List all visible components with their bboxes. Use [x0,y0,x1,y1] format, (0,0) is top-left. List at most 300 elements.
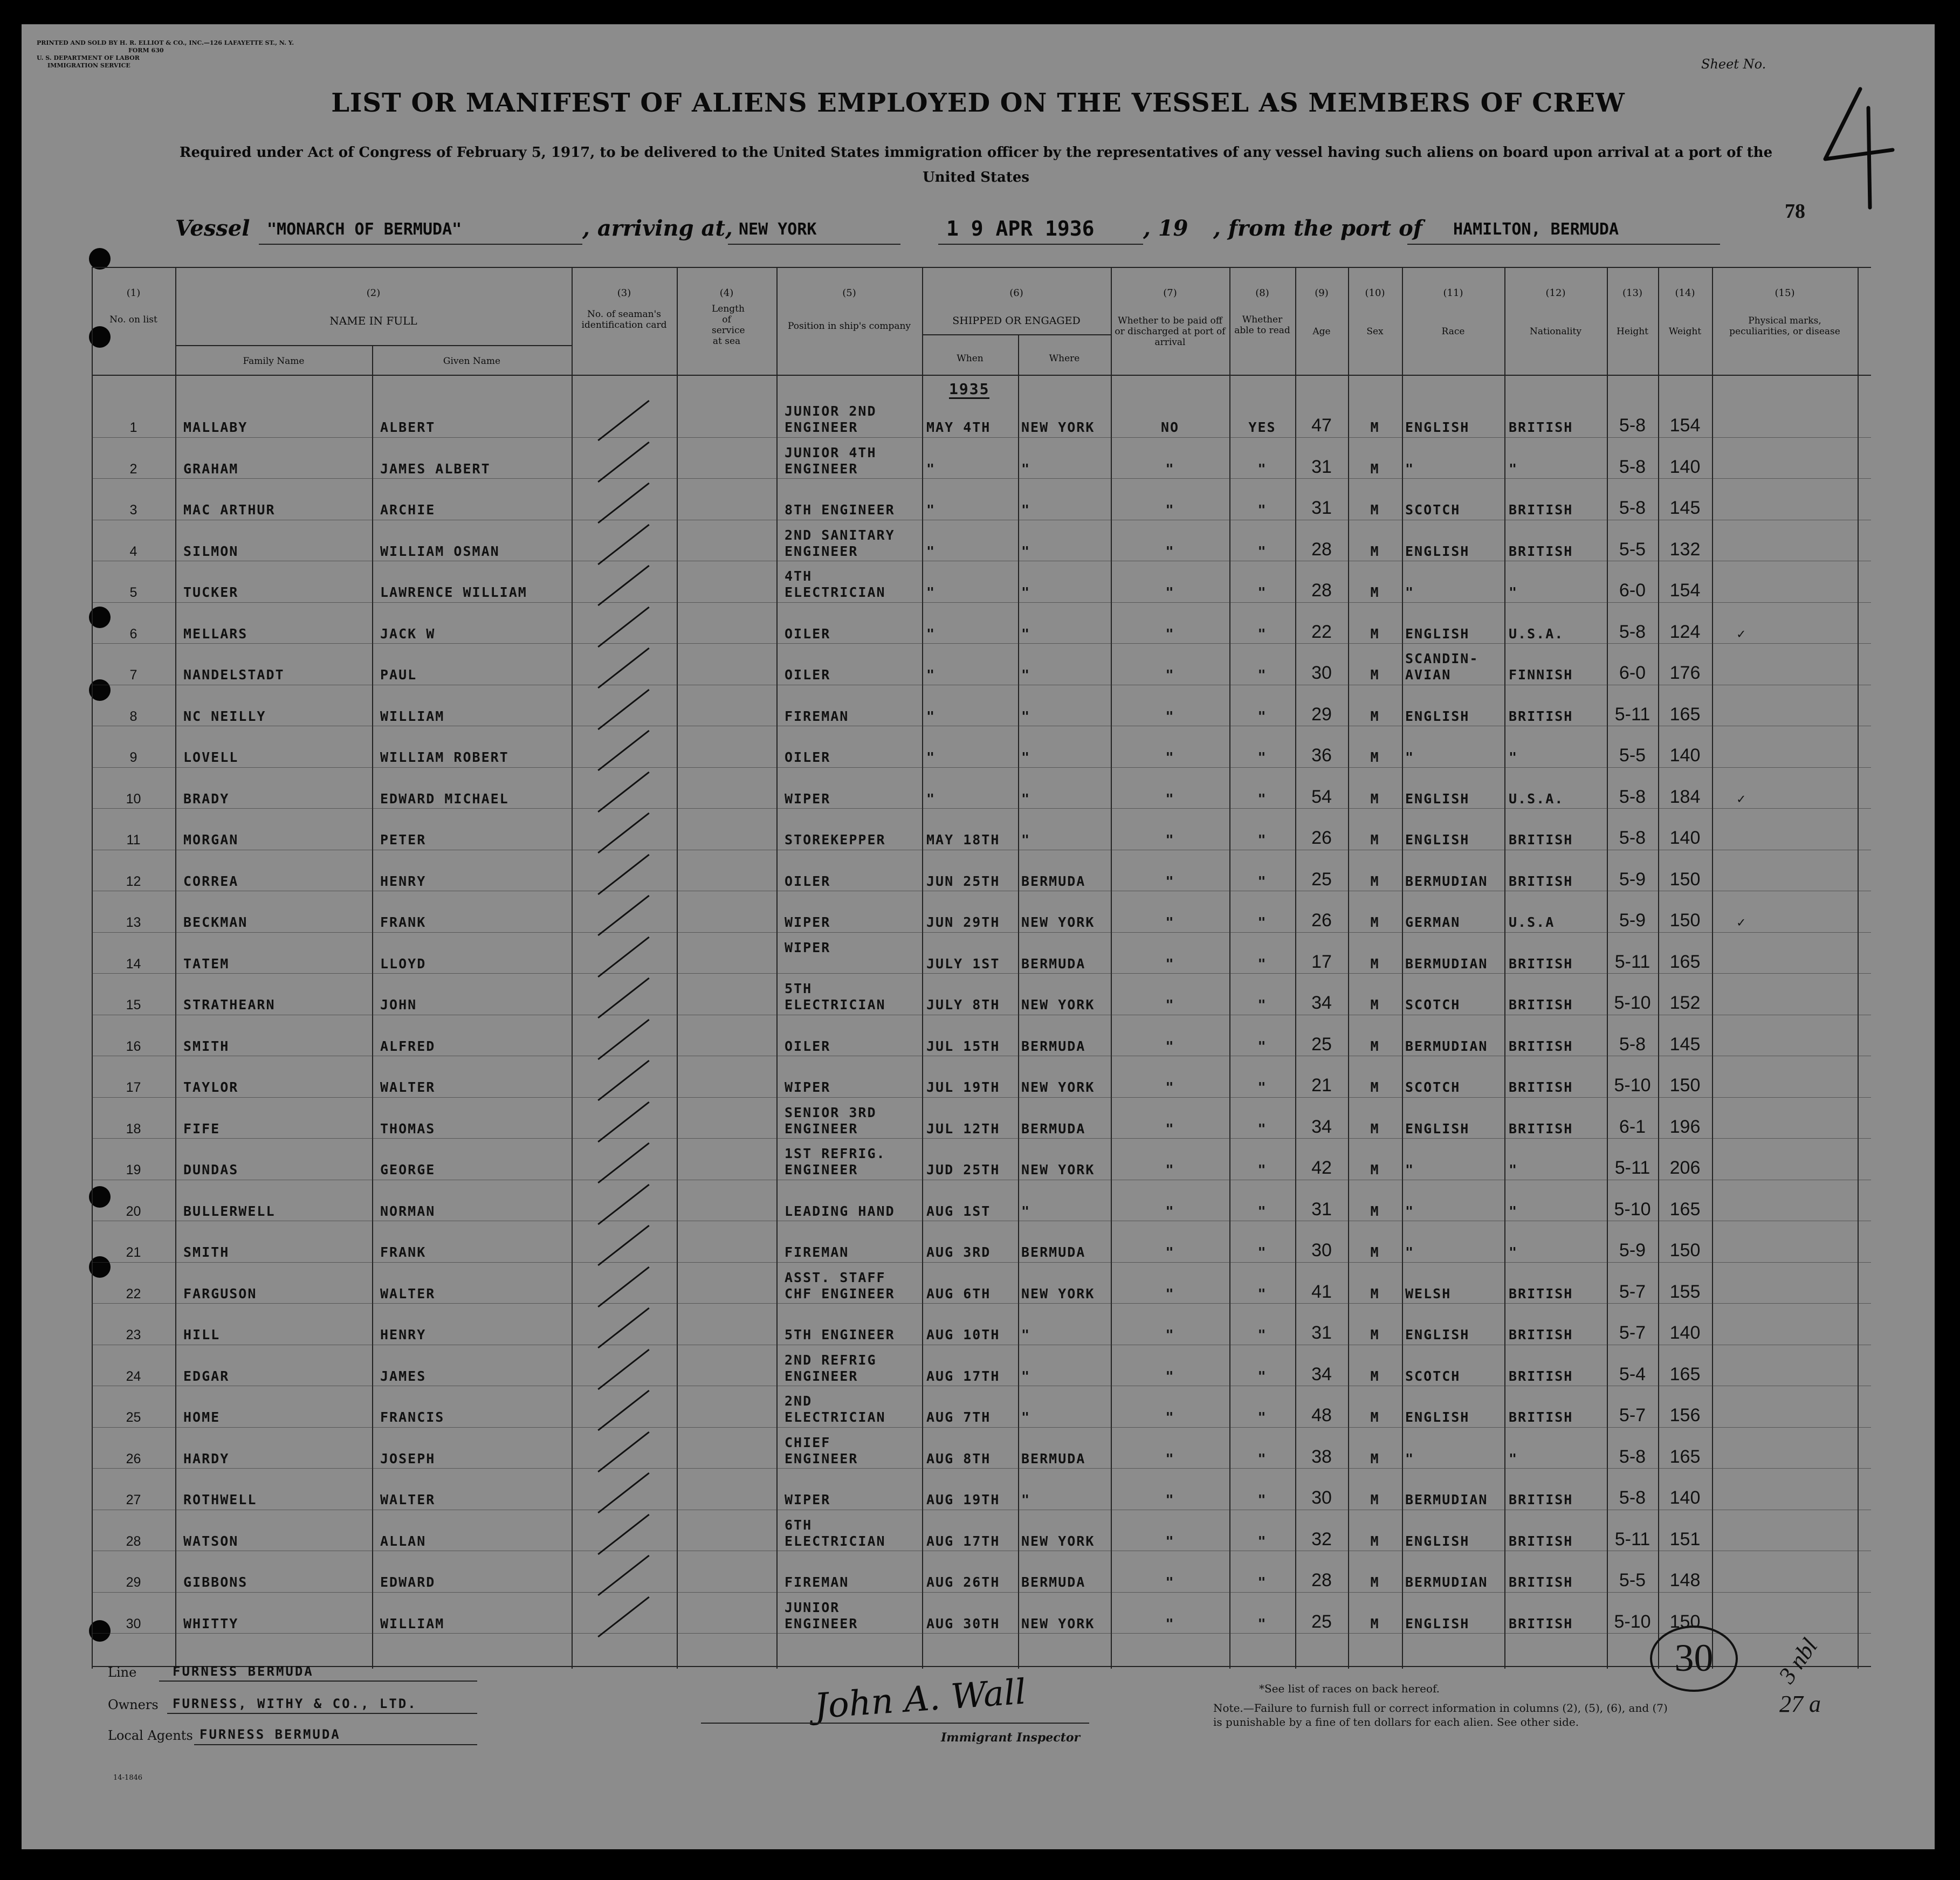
cell-weight: 196 [1669,1116,1701,1137]
cell-sex: M [1370,1327,1380,1342]
cell-race: ENGLISH [1405,708,1470,724]
cell-where: NEW YORK [1021,914,1095,930]
cell-family: BULLERWELL [183,1203,276,1219]
cell-nat: BRITISH [1509,1327,1573,1342]
arriving-port: NEW YORK [739,220,817,239]
cell-race: ENGLISH [1405,419,1470,435]
cell-sex: M [1370,584,1380,600]
cell-given: JOSEPH [380,1450,436,1466]
service-name: IMMIGRATION SERVICE [47,62,130,69]
cell-race: " [1405,1162,1415,1177]
cell-age: 31 [1311,1323,1332,1343]
cell-family: NANDELSTADT [183,667,285,683]
cell-where: " [1021,708,1031,724]
col-12-header: Nationality [1530,326,1581,337]
year-note: 1935 [949,380,990,398]
cell-weight: 148 [1669,1570,1701,1590]
cell-n: 20 [126,1203,141,1219]
col-2-header: NAME IN FULL [329,314,417,327]
cell-n: 10 [126,791,141,807]
cell-where: NEW YORK [1021,1162,1095,1177]
cell-position-line1: 5TH [785,981,813,996]
row-divider [92,1262,1871,1263]
cell-sex: M [1370,667,1380,683]
cell-age: 26 [1311,828,1332,848]
cell-given: FRANK [380,1244,427,1260]
cell-position-line1: 2ND REFRIG [785,1352,877,1368]
cell-sex: M [1370,1038,1380,1054]
cell-family: FARGUSON [183,1285,257,1301]
cell-age: 28 [1311,539,1332,560]
cell-weight: 150 [1669,1075,1701,1096]
cell-marks: ✓ [1737,914,1746,930]
cell-weight: 150 [1669,910,1701,931]
cell-weight: 140 [1669,1323,1701,1343]
cell-age: 22 [1311,621,1332,642]
cell-position-line2: CHF ENGINEER [785,1285,895,1301]
table-top-border [92,267,1871,268]
cell-paid: " [1165,543,1175,559]
cell-paid: " [1165,1492,1175,1507]
cell-given: THOMAS [380,1120,436,1137]
cell-position-line1: JUNIOR 4TH [785,444,877,460]
cell-family: SMITH [183,1038,230,1054]
cell-sex: M [1370,832,1380,848]
cell-n: 11 [126,832,141,848]
cell-race: " [1405,460,1415,477]
cell-when: " [926,708,936,724]
cell-sex: M [1370,1450,1380,1466]
cell-age: 30 [1311,1488,1332,1508]
cell-read: " [1257,1492,1267,1507]
cell-position-line1: CHIEF [785,1434,831,1450]
cell-position-line2: WIPER [785,914,831,930]
cell-weight: 124 [1669,621,1701,642]
cell-where: " [1021,790,1031,807]
cell-given: PETER [380,832,427,848]
cell-race: SCOTCH [1405,502,1461,518]
id-card-checkmark [597,1142,649,1183]
cell-sex: M [1370,1120,1380,1137]
cell-family: LOVELL [183,749,239,765]
cell-where: NEW YORK [1021,1615,1095,1631]
cell-nat: BRITISH [1509,873,1573,889]
col-13-number: (13) [1622,287,1642,299]
cell-when: JUL 15TH [926,1038,1000,1054]
cell-where: " [1021,584,1031,600]
cell-height: 5-8 [1619,1034,1646,1055]
cell-when: JUN 29TH [926,914,1000,930]
cell-sex: M [1370,1079,1380,1095]
cell-race: BERMUDIAN [1405,955,1488,972]
cell-position-line2: 5TH ENGINEER [785,1327,895,1342]
cell-position-line2: FIREMAN [785,1244,849,1260]
cell-nat: BRITISH [1509,997,1573,1013]
cell-where: " [1021,667,1031,683]
col-4-header: Length of service at sea [712,304,745,347]
id-card-checkmark [597,771,649,812]
cell-given: HENRY [380,873,427,889]
margin-note-1: 3 nbl [1773,1633,1823,1689]
cell-race: ENGLISH [1405,1327,1470,1342]
col-10-header: Sex [1366,326,1384,337]
cell-sex: M [1370,708,1380,724]
cell-sex: M [1370,1574,1380,1590]
cell-height: 5-8 [1619,828,1646,848]
cell-n: 1 [129,420,137,435]
col-15-header: Physical marks, peculiarities, or disease [1729,315,1840,337]
cell-position-line2: ELECTRICIAN [785,1409,886,1425]
id-card-checkmark [597,441,649,482]
col-border [677,267,678,1669]
cell-weight: 145 [1669,1034,1701,1055]
cell-read: " [1257,708,1267,724]
cell-position-line2: ENGINEER [785,543,858,559]
cell-height: 5-10 [1614,1075,1651,1096]
cell-given: WILLIAM OSMAN [380,543,500,559]
cell-position-line1: 4TH [785,568,813,584]
cell-nat: " [1509,1244,1518,1260]
cell-weight: 154 [1669,580,1701,601]
row-divider [92,1097,1871,1098]
cell-n: 16 [126,1038,141,1054]
cell-family: NC NEILLY [183,708,266,724]
cell-weight: 156 [1669,1405,1701,1426]
cell-paid: " [1165,1203,1175,1219]
cell-read: " [1257,502,1267,518]
id-card-checkmark [597,606,649,647]
id-card-checkmark [597,1307,649,1348]
cell-when: AUG 17TH [926,1368,1000,1384]
cell-paid: " [1165,1327,1175,1342]
cell-family: HOME [183,1409,221,1425]
cell-position-line2: WIPER [785,790,831,807]
cell-read: " [1257,1162,1267,1177]
cell-age: 47 [1311,415,1332,436]
cell-position-line2: FIREMAN [785,1574,849,1590]
cell-read: " [1257,1120,1267,1137]
cell-nat: " [1509,749,1518,765]
sheet-number-label: Sheet No. [1701,57,1766,72]
cell-when: " [926,543,936,559]
cell-age: 34 [1311,993,1332,1013]
cell-when: AUG 17TH [926,1533,1000,1549]
cell-height: 5-8 [1619,786,1646,807]
cell-sex: M [1370,543,1380,559]
cell-family: TATEM [183,955,230,972]
cell-position-line2: ENGINEER [785,1450,858,1466]
cell-paid: " [1165,1574,1175,1590]
cell-race: SCOTCH [1405,997,1461,1013]
cell-age: 25 [1311,1611,1332,1632]
cell-height: 5-7 [1619,1405,1646,1426]
cell-where: BERMUDA [1021,1244,1086,1260]
cell-weight: 155 [1669,1281,1701,1302]
cell-when: MAY 18TH [926,832,1000,848]
arrival-date: 1 9 APR 1936 [946,217,1095,240]
header-bottom-border [92,375,1871,376]
col-6-header: SHIPPED OR ENGAGED [952,315,1081,327]
printer-line: PRINTED AND SOLD BY H. R. ELLIOT & CO., INC.—126 LAFAYETTE ST., N. Y. [37,39,294,46]
cell-given: WALTER [380,1079,436,1095]
id-card-checkmark [597,400,649,441]
cell-given: HENRY [380,1327,427,1342]
col-11-number: (11) [1443,287,1463,299]
cell-nat: BRITISH [1509,708,1573,724]
cell-paid: " [1165,1079,1175,1095]
cell-read: " [1257,1244,1267,1260]
cell-age: 32 [1311,1528,1332,1550]
cell-race: ENGLISH [1405,1409,1470,1425]
cell-sex: M [1370,1203,1380,1219]
cell-when: " [926,502,936,518]
id-card-checkmark [597,977,649,1018]
agents-label: Local Agents [108,1728,193,1743]
cell-given: JOHN [380,997,417,1013]
cell-paid: " [1165,1409,1175,1425]
cell-read: " [1257,667,1267,683]
col-9-number: (9) [1315,287,1329,299]
cell-position-line2: FIREMAN [785,708,849,724]
cell-given: FRANK [380,914,427,930]
cell-when: AUG 10TH [926,1327,1000,1342]
inspector-label: Immigrant Inspector [941,1731,1081,1745]
cell-paid: " [1165,1615,1175,1631]
cell-nat: U.S.A. [1509,790,1564,807]
cell-weight: 140 [1669,828,1701,848]
cell-weight: 145 [1669,498,1701,518]
cell-paid: " [1165,502,1175,518]
col-1-header: No. on list [109,314,157,325]
cell-given: JAMES [380,1368,427,1384]
col-3-number: (3) [617,287,631,299]
cell-read: " [1257,1450,1267,1466]
cell-when: JUD 25TH [926,1162,1000,1177]
crew-table [92,267,1871,1669]
cell-sex: M [1370,625,1380,642]
cell-sex: M [1370,749,1380,765]
cell-read: " [1257,1574,1267,1590]
cell-n: 5 [129,585,137,600]
col-6-number: (6) [1009,287,1023,299]
cell-n: 27 [126,1492,141,1507]
row-divider [92,1138,1871,1139]
col-3-header: No. of seaman's identification card [581,309,667,330]
cell-when: MAY 4TH [926,419,991,435]
cell-race: BERMUDIAN [1405,1574,1488,1590]
col-4-number: (4) [719,287,734,299]
id-card-checkmark [597,812,649,853]
id-card-checkmark [597,1018,649,1059]
id-card-checkmark [597,524,649,564]
vessel-underline [259,244,582,245]
cell-height: 5-11 [1614,951,1650,972]
cell-read: " [1257,1615,1267,1631]
cell-position-line2: OILER [785,873,831,889]
cell-height: 5-4 [1619,1363,1646,1385]
cell-where: " [1021,1327,1031,1342]
cell-given: LLOYD [380,955,427,972]
cell-read: " [1257,1533,1267,1549]
cell-race: " [1405,584,1415,600]
cell-where: " [1021,543,1031,559]
cell-sex: M [1370,955,1380,972]
cell-n: 14 [126,956,141,972]
races-note: *See list of races on back hereof. [1259,1682,1440,1695]
cell-where: NEW YORK [1021,1285,1095,1301]
line-underline [159,1681,477,1682]
id-card-checkmark [597,1513,649,1554]
col-12-number: (12) [1545,287,1566,299]
cell-where: " [1021,625,1031,642]
cell-position-line2: OILER [785,625,831,642]
cell-family: STRATHEARN [183,997,276,1013]
cell-race: ENGLISH [1405,832,1470,848]
col-8-number: (8) [1255,287,1269,299]
cell-where: " [1021,1368,1031,1384]
cell-sex: M [1370,1492,1380,1507]
id-card-checkmark [597,1348,649,1389]
cell-position-line2: OILER [785,667,831,683]
cell-race: BERMUDIAN [1405,1038,1488,1054]
cell-weight: 151 [1669,1528,1701,1550]
col-10-number: (10) [1365,287,1385,299]
col-11-header: Race [1441,326,1465,337]
cell-family: HARDY [183,1450,230,1466]
cell-height: 5-9 [1619,1240,1646,1261]
cell-position-line1: SENIOR 3RD [785,1104,877,1120]
cell-position-line2: ELECTRICIAN [785,997,886,1013]
table-bottom-border [92,1666,1871,1667]
cell-where: NEW YORK [1021,1533,1095,1549]
cell-age: 48 [1311,1405,1332,1426]
cell-height: 5-11 [1614,1158,1650,1178]
vessel-line [22,216,1935,253]
cell-race: WELSH [1405,1285,1452,1301]
cell-paid: " [1165,790,1175,807]
cell-position-line2: ENGINEER [785,1120,858,1137]
cell-age: 41 [1311,1281,1332,1302]
shipped-subheader-line [922,334,1111,335]
cell-when: AUG 30TH [926,1615,1000,1631]
id-card-checkmark [597,853,649,894]
id-card-checkmark [597,648,649,688]
cell-family: FIFE [183,1120,221,1137]
col-7-header: Whether to be paid off or discharged at port of arrival [1115,315,1226,348]
cell-race: ENGLISH [1405,1533,1470,1549]
department-name: U. S. DEPARTMENT OF LABOR [37,54,140,61]
family-name-header: Family Name [243,356,305,367]
cell-weight: 176 [1669,663,1701,683]
cell-when: JUN 25TH [926,873,1000,889]
cell-family: TUCKER [183,584,239,600]
cell-weight: 140 [1669,745,1701,766]
cell-when: AUG 3RD [926,1244,991,1260]
cell-paid: " [1165,1285,1175,1301]
row-divider [92,932,1871,933]
cell-age: 25 [1311,1034,1332,1055]
cell-where: " [1021,1492,1031,1507]
col-border [1858,267,1859,1669]
cell-when: AUG 26TH [926,1574,1000,1590]
cell-paid: " [1165,955,1175,972]
cell-n: 22 [126,1286,141,1301]
line-value: FURNESS BERMUDA [173,1664,314,1679]
cell-nat: BRITISH [1509,1533,1573,1549]
cell-where: " [1021,460,1031,477]
cell-race: " [1405,1203,1415,1219]
cell-race: SCANDIN- AVIAN [1405,651,1479,683]
cell-race: ENGLISH [1405,625,1470,642]
cell-nat: " [1509,1162,1518,1177]
col-7-number: (7) [1163,287,1177,299]
cell-read: " [1257,914,1267,930]
cell-weight: 184 [1669,786,1701,807]
cell-weight: 165 [1669,951,1701,972]
cell-given: EDWARD MICHAEL [380,790,509,807]
cell-paid: " [1165,1533,1175,1549]
id-card-checkmark [597,1225,649,1266]
cell-family: EDGAR [183,1368,230,1384]
col-border [1504,267,1505,1669]
id-card-checkmark [597,1183,649,1224]
cell-family: MALLABY [183,419,248,435]
cell-read: " [1257,997,1267,1013]
id-card-checkmark [597,1472,649,1513]
cell-race: BERMUDIAN [1405,873,1488,889]
cell-sex: M [1370,460,1380,477]
cell-where: BERMUDA [1021,1450,1086,1466]
cell-nat: BRITISH [1509,1574,1573,1590]
agents-underline [194,1744,477,1745]
cell-given: PAUL [380,667,417,683]
cell-given: FRANCIS [380,1409,445,1425]
cell-read: " [1257,625,1267,642]
inspector-signature: John A. Wall [813,1672,1028,1727]
cell-position-line2: ENGINEER [785,419,858,435]
cell-when: " [926,749,936,765]
cell-position-line2: ENGINEER [785,1162,858,1177]
cell-n: 30 [126,1616,141,1631]
cell-when: AUG 1ST [926,1203,991,1219]
cell-nat: BRITISH [1509,1368,1573,1384]
cell-nat: BRITISH [1509,419,1573,435]
cell-height: 5-8 [1619,498,1646,518]
manifest-sheet [22,24,1935,1849]
where-header: Where [1049,353,1080,364]
cell-nat: BRITISH [1509,1079,1573,1095]
cell-when: " [926,790,936,807]
row-divider [92,973,1871,974]
cell-family: WATSON [183,1533,239,1549]
cell-weight: 165 [1669,1199,1701,1220]
arriving-label: , arriving at, [582,216,733,241]
cell-age: 25 [1311,869,1332,890]
cell-family: GIBBONS [183,1574,248,1590]
cell-read: YES [1248,419,1276,435]
cell-family: MAC ARTHUR [183,502,276,518]
cell-read: " [1257,790,1267,807]
cell-weight: 140 [1669,1488,1701,1508]
cell-height: 5-9 [1619,910,1646,931]
cell-weight: 165 [1669,1446,1701,1467]
cell-nat: BRITISH [1509,1409,1573,1425]
penalty-note: Note.—Failure to furnish full or correct information in columns (2), (5), (6), and (7) is punishable by a fine of ten dollars for each alien. See other side. [1213,1702,1668,1729]
cell-given: JAMES ALBERT [380,460,491,477]
cell-weight: 150 [1669,869,1701,890]
cell-paid: " [1165,1368,1175,1384]
cell-family: ROTHWELL [183,1492,257,1507]
